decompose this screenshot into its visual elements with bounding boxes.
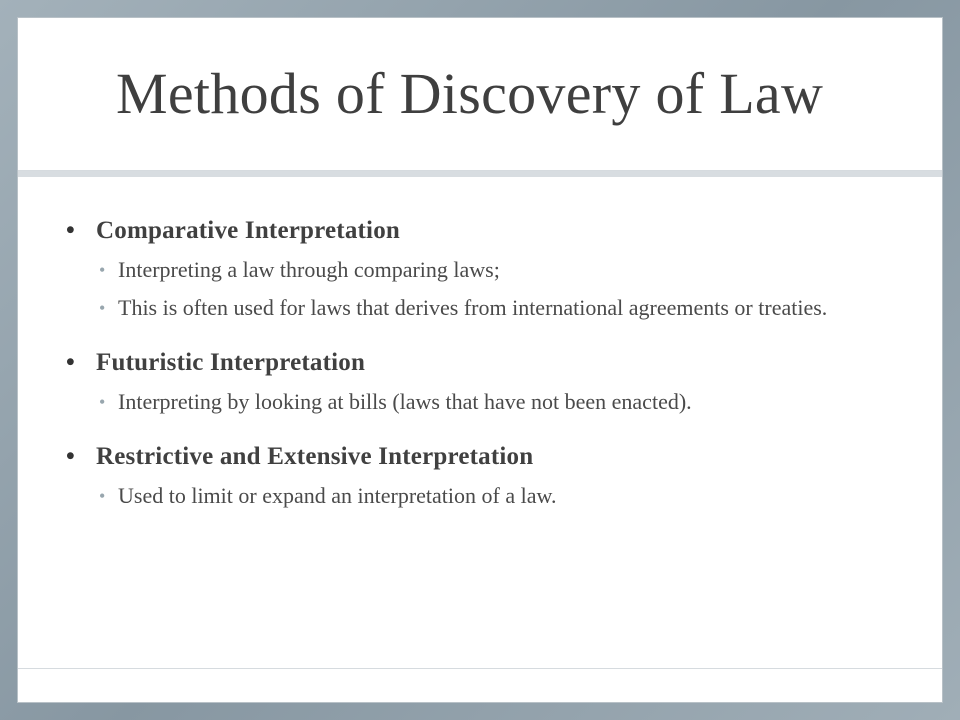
sub-bullet-text: Used to limit or expand an interpretation of a law.	[118, 483, 557, 508]
section-comparative	[66, 214, 896, 324]
sub-bullet-icon: •	[99, 486, 106, 506]
bullet-heading	[66, 346, 896, 380]
sub-bullet-text: Interpreting by looking at bills (laws that have not been enacted).	[118, 389, 692, 414]
bullet-heading	[66, 440, 896, 474]
sub-bullet-icon: •	[99, 260, 106, 280]
bullet-heading	[66, 214, 896, 248]
heading-text: Restrictive and Extensive Interpretation	[96, 443, 534, 470]
sub-bullet	[66, 386, 896, 418]
slide-content	[66, 214, 896, 534]
section-restrictive-extensive	[66, 440, 896, 512]
heading-text: Futuristic Interpretation	[96, 349, 366, 376]
footer-divider	[18, 668, 942, 669]
slide-title: Methods of Discovery of Law	[116, 61, 824, 126]
title-area	[18, 18, 942, 171]
bullet-icon: •	[66, 443, 75, 470]
sub-bullet-icon: •	[99, 298, 106, 318]
sub-bullet	[66, 254, 896, 286]
heading-text: Comparative Interpretation	[96, 217, 400, 244]
bullet-icon: •	[66, 217, 75, 244]
sub-bullet-text: This is often used for laws that derives from international agreements or treaties.	[118, 295, 828, 320]
section-futuristic	[66, 346, 896, 418]
slide	[18, 18, 942, 702]
sub-bullet	[66, 292, 896, 324]
sub-bullet-icon: •	[99, 392, 106, 412]
title-divider	[18, 171, 942, 177]
bullet-icon: •	[66, 349, 75, 376]
sub-bullet-text: Interpreting a law through comparing laws;	[118, 257, 500, 282]
sub-bullet	[66, 480, 896, 512]
